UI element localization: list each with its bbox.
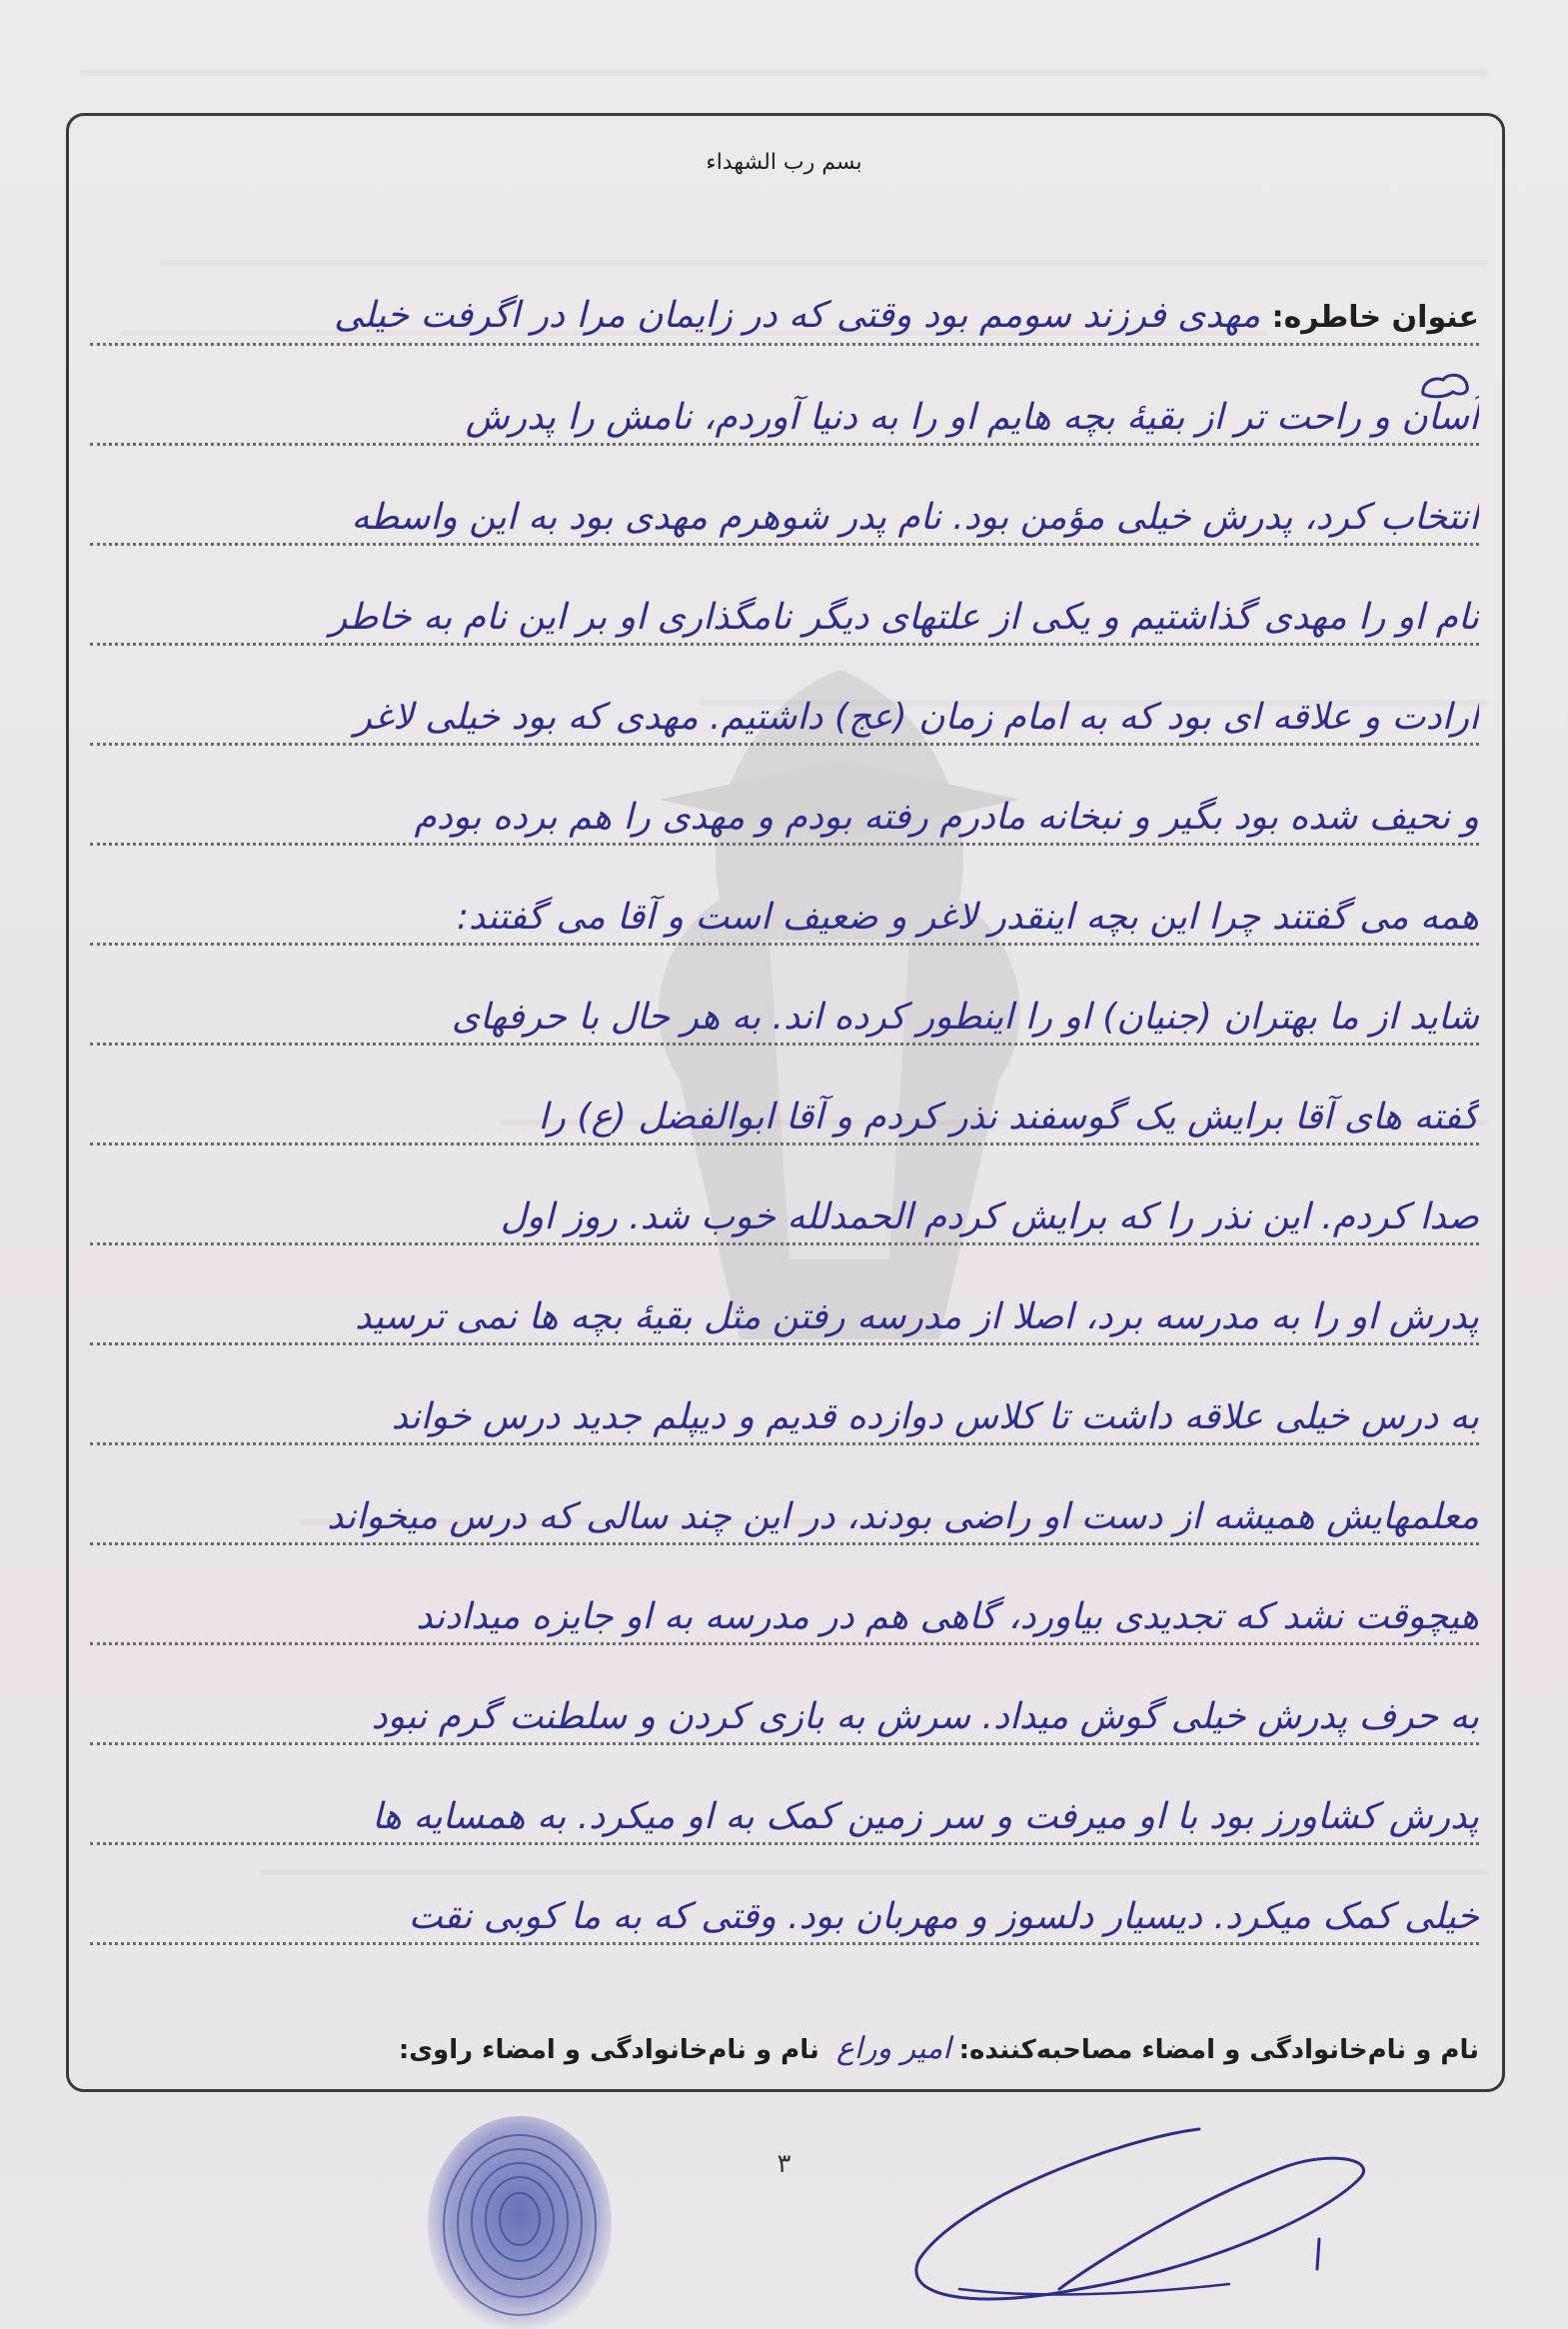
handwritten-line: هیچوقت نشد که تجدیدی بیاورد، گاهی هم در مدرسه به او جایزه میدادند xyxy=(416,1596,1479,1637)
line-row xyxy=(90,1459,1479,1559)
line-row xyxy=(90,260,1479,360)
dotted-rule xyxy=(90,343,1479,346)
interviewer-label: نام و نام‌خانوادگی و امضاء مصاحبه‌کننده: xyxy=(958,2035,1479,2065)
dotted-rule xyxy=(90,543,1479,546)
line-row xyxy=(90,360,1479,460)
handwritten-line xyxy=(90,294,1479,340)
signature-footer xyxy=(90,2031,1479,2066)
line-row xyxy=(90,760,1479,860)
interviewer-name: امیر وراع xyxy=(835,2031,951,2066)
handwritten-line: به حرف پدرش خیلی گوش میداد. سرش به بازی کردن و سلطنت گرم نبود xyxy=(371,1696,1479,1737)
handwritten-line: خیلی کمک میکرد. دیسیار دلسوز و مهربان بود. وقتی که به ما کوبی نقت xyxy=(408,1896,1479,1937)
dotted-rule xyxy=(90,643,1479,646)
page-number: ۳ xyxy=(777,2149,791,2179)
line-row xyxy=(90,860,1479,960)
line-row xyxy=(90,1160,1479,1259)
line-row xyxy=(90,1060,1479,1160)
handwritten-line: صدا کردم. این نذر را که برایش کردم الحمدلله خوب شد. روز اول xyxy=(500,1196,1479,1237)
line-row xyxy=(90,960,1479,1060)
line-row xyxy=(90,1659,1479,1759)
dotted-rule xyxy=(90,1043,1479,1046)
dotted-rule xyxy=(90,1542,1479,1545)
handwritten-line: ارادت و علاقه ای بود که به امام زمان (عج) داشتیم. مهدی که بود خیلی لاغر xyxy=(354,697,1479,738)
dotted-rule xyxy=(90,1342,1479,1345)
handwritten-line: نام او را مهدی گذاشتیم و یکی از علتهای دیگر نامگذاری او بر این نام به خاطر xyxy=(329,597,1479,638)
signature-icon xyxy=(899,2109,1459,2329)
handwritten-line: پدرش کشاورز بود با او میرفت و سر زمین کمک به او میکرد. به همسایه ها xyxy=(372,1796,1479,1837)
dotted-rule xyxy=(90,443,1479,446)
handwritten-line: آسان و راحت تر از بقیهٔ بچه هایم او را به دنیا آوردم، نامش را پدرش xyxy=(465,397,1479,438)
scribble-mark-icon xyxy=(1419,370,1471,400)
dotted-rule xyxy=(90,843,1479,846)
line-row xyxy=(90,560,1479,660)
dotted-rule xyxy=(90,1642,1479,1645)
title-label: عنوان خاطره: xyxy=(1271,300,1479,335)
handwritten-line: پدرش او را به مدرسه برد، اصلا از مدرسه رفتن مثل بقیهٔ بچه ها نمی ترسید xyxy=(355,1296,1479,1337)
line-row xyxy=(90,1759,1479,1859)
line-row xyxy=(90,660,1479,760)
basmala-header: بسم رب الشهداء xyxy=(706,150,862,175)
handwritten-line: به درس خیلی علاقه داشت تا کلاس دوازده قدیم و دیپلم جدید درس خواند xyxy=(391,1396,1479,1437)
dotted-rule xyxy=(90,1742,1479,1745)
handwritten-line: شاید از ما بهتران (جنیان) او را اینطور کرده اند. به هر حال با حرفهای xyxy=(451,997,1479,1038)
line-row xyxy=(90,1859,1479,1959)
handwritten-line: گفته های آقا برایش یک گوسفند نذر کردم و آقا ابوالفضل (ع) را xyxy=(538,1097,1479,1138)
dotted-rule xyxy=(90,1143,1479,1146)
line-row xyxy=(90,1259,1479,1359)
dotted-rule xyxy=(90,743,1479,746)
fingerprint-icon xyxy=(420,2109,620,2329)
dotted-rule xyxy=(90,1242,1479,1245)
dotted-rule xyxy=(90,1842,1479,1845)
narrator-label: نام و نام‌خانوادگی و امضاء راوی: xyxy=(398,2035,819,2065)
handwritten-line: همه می گفتند چرا این بچه اینقدر لاغر و ضعیف است و آقا می گفتند: xyxy=(456,897,1479,938)
dotted-rule xyxy=(90,1442,1479,1445)
handwritten-line: انتخاب کرد، پدرش خیلی مؤمن بود. نام پدر شوهرم مهدی بود به این واسطه xyxy=(351,497,1479,538)
dotted-rule xyxy=(90,1942,1479,1945)
line-row xyxy=(90,1359,1479,1459)
dotted-rule xyxy=(90,943,1479,946)
line-row xyxy=(90,460,1479,560)
handwritten-line: معلمهایش همیشه از دست او راضی بودند، در این چند سالی که درس میخواند xyxy=(327,1496,1479,1537)
handwritten-line: و نحیف شده بود بگیر و نبخانه مادرم رفته بودم و مهدی را هم برده بودم xyxy=(414,797,1479,838)
bleed-through-line xyxy=(80,70,1488,76)
line-row xyxy=(90,1559,1479,1659)
handwritten-text: مهدی فرزند سومم بود وقتی که در زایمان مرا در اگرفت خیلی xyxy=(334,295,1261,336)
